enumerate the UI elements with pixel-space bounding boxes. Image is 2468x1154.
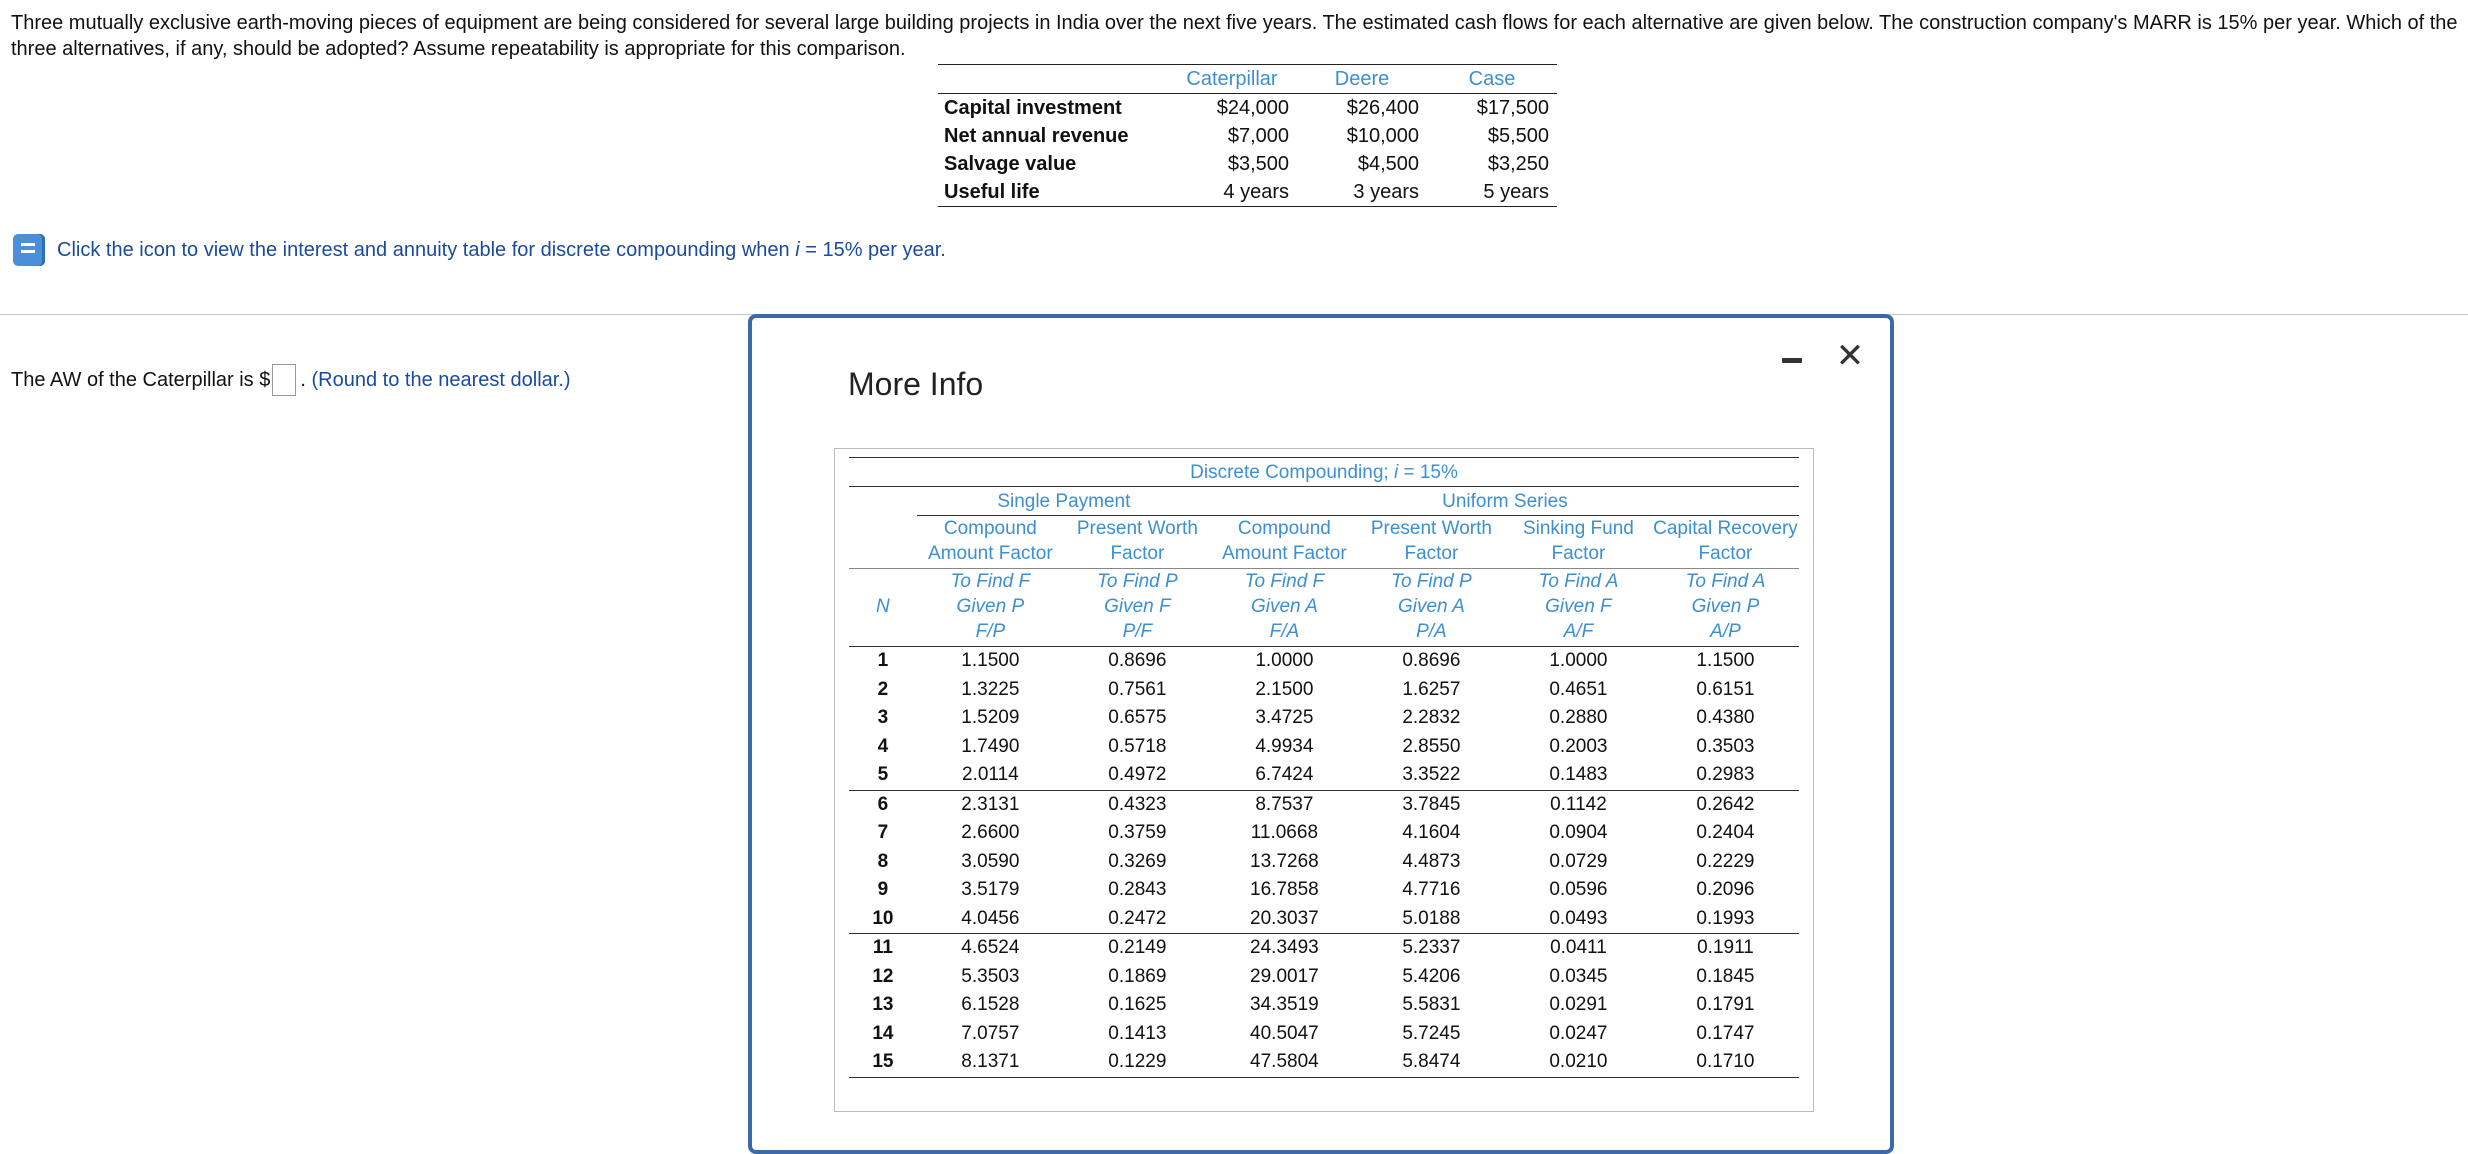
factor-cell: 5.5831	[1402, 994, 1461, 1016]
col-find	[1064, 569, 1211, 647]
dialog-title: More Info	[848, 366, 984, 402]
factor-cell: 47.5804	[1211, 1048, 1358, 1077]
row-n: 12	[872, 965, 894, 987]
factor-cell: 8.7537	[1255, 793, 1314, 815]
factor-cell: 1.0000	[1255, 650, 1314, 672]
factor-cell: 20.3037	[1211, 905, 1358, 934]
factor-cell: 0.1625	[1108, 994, 1167, 1016]
col-given-text: Given P	[956, 596, 1025, 617]
names-spacer	[849, 516, 917, 569]
factor-cell: 0.6575	[1108, 707, 1167, 729]
cashflow-row-label: Net annual revenue	[944, 124, 1129, 147]
factor-cell: 0.2983	[1652, 761, 1799, 790]
factor-cell: 0.3269	[1108, 850, 1167, 872]
factor-cell: 4.6524	[961, 937, 1020, 959]
factor-cell: 0.3503	[1696, 735, 1755, 757]
interest-table-title	[849, 458, 1799, 487]
factor-cell: 0.7561	[1108, 678, 1167, 700]
factor-cell: 34.3519	[1250, 994, 1319, 1016]
row-n: 13	[872, 994, 894, 1016]
col-abbr: P/F	[1122, 621, 1153, 642]
factor-cell: 4.9934	[1255, 735, 1314, 757]
factor-cell: 3.4725	[1255, 707, 1314, 729]
table-row	[849, 790, 1799, 819]
table-row	[849, 733, 1799, 762]
table-row	[849, 676, 1799, 705]
interest-table-body	[849, 647, 1799, 1078]
col-find	[917, 569, 1064, 647]
row-n: 1	[877, 650, 889, 672]
col-name: Present Worth Factor	[1064, 516, 1211, 569]
factor-cell: 0.2880	[1549, 707, 1608, 729]
factor-cell: 0.2149	[1108, 937, 1167, 959]
row-n: 14	[872, 1022, 894, 1044]
group-spacer	[849, 487, 917, 516]
col-find	[1211, 569, 1358, 647]
factor-cell: 0.0904	[1549, 822, 1608, 844]
row-n: 15	[849, 1048, 917, 1077]
row-n: 4	[877, 735, 889, 757]
factor-cell: 0.4651	[1549, 678, 1608, 700]
factor-cell: 0.0596	[1549, 879, 1608, 901]
factor-cell: 0.1845	[1696, 965, 1755, 987]
factor-cell: 1.3225	[961, 678, 1020, 700]
factor-cell: 3.0590	[961, 850, 1020, 872]
factor-cell: 3.7845	[1402, 793, 1461, 815]
factor-cell: 0.0729	[1549, 850, 1608, 872]
cashflow-header-deere: Deere	[1297, 65, 1427, 94]
factor-cell: 2.0114	[917, 761, 1064, 790]
cashflow-row	[938, 94, 1557, 123]
row-n: 11	[872, 937, 893, 959]
cashflow-corner	[938, 65, 1167, 94]
col-name: Compound Amount Factor	[1211, 516, 1358, 569]
row-n: 2	[877, 678, 889, 700]
factor-cell: 8.1371	[917, 1048, 1064, 1077]
factor-cell: 4.1604	[1402, 822, 1461, 844]
factor-cell: 5.3503	[961, 965, 1020, 987]
table-row	[849, 905, 1799, 934]
table-row	[849, 934, 1799, 963]
cashflow-cell: $26,400	[1346, 96, 1419, 119]
table-row	[849, 1048, 1799, 1077]
link-text-var: i	[795, 238, 800, 261]
factor-cell: 1.7490	[961, 735, 1020, 757]
factor-cell: 1.1500	[1696, 650, 1755, 672]
row-n: 6	[877, 793, 889, 815]
close-icon[interactable]: ✕	[1835, 337, 1865, 375]
row-n: 5	[849, 761, 917, 790]
factor-cell: 0.2096	[1696, 879, 1755, 901]
table-row	[849, 1020, 1799, 1049]
factor-cell: 3.3522	[1358, 761, 1505, 790]
table-row	[849, 761, 1799, 790]
factor-cell: 0.2642	[1696, 793, 1755, 815]
factor-cell: 40.5047	[1250, 1022, 1319, 1044]
factor-cell: 0.5718	[1108, 735, 1167, 757]
table-row	[849, 819, 1799, 848]
link-text-after: = 15% per year.	[799, 238, 946, 261]
link-text-before: Click the icon to view the interest and annuity table for discrete compounding when	[57, 238, 796, 261]
cashflow-row	[938, 150, 1557, 178]
col-find-text: To Find P	[1097, 571, 1178, 592]
interest-table	[849, 457, 1799, 1078]
factor-cell: 0.0210	[1505, 1048, 1652, 1077]
col-name: Capital Recovery Factor	[1652, 516, 1799, 569]
cashflow-cell: 4 years	[1167, 178, 1297, 207]
factor-cell: 7.0757	[961, 1022, 1020, 1044]
factor-cell: 2.8550	[1402, 735, 1461, 757]
table-row	[849, 991, 1799, 1020]
col-find-text: To Find P	[1391, 571, 1472, 592]
cashflow-cell: $7,000	[1227, 124, 1289, 147]
factor-cell: 1.5209	[961, 707, 1020, 729]
row-n: 7	[877, 822, 889, 844]
factor-cell: 0.2404	[1696, 822, 1755, 844]
cashflow-cell: $3,500	[1227, 152, 1289, 175]
col-given-text: Given P	[1691, 596, 1760, 617]
col-abbr: P/A	[1416, 621, 1447, 642]
col-given-text: Given F	[1545, 596, 1612, 617]
factor-cell: 0.1710	[1652, 1048, 1799, 1077]
question-text: Three mutually exclusive earth-moving pieces of equipment are being considered for several large building projects in India over the next five years. The estimated cash flows for each alternative are given below. The construction company's MARR is 15% per year. Which of the three alternatives, if any, should be adopted? Assume repeatability is appropriate for this comparison.	[11, 12, 2458, 60]
cashflow-cell: $24,000	[1216, 96, 1289, 119]
factor-cell: 16.7858	[1250, 879, 1319, 901]
cashflow-row	[938, 178, 1557, 207]
col-abbr: A/P	[1710, 621, 1741, 642]
col-find-text: To Find A	[1538, 571, 1619, 592]
col-abbr: A/F	[1563, 621, 1594, 642]
interest-table-frame	[834, 448, 1814, 1112]
cashflow-row	[938, 122, 1557, 150]
row-n: 3	[877, 707, 889, 729]
factor-cell: 0.0493	[1505, 905, 1652, 934]
col-name: Sinking Fund Factor	[1505, 516, 1652, 569]
interest-table-link-row	[13, 234, 946, 266]
col-given-text: Given F	[1104, 596, 1171, 617]
col-abbr: F/P	[975, 621, 1006, 642]
factor-cell: 4.4873	[1402, 850, 1461, 872]
col-name: Compound Amount Factor	[917, 516, 1064, 569]
interest-table-link-text	[57, 239, 946, 262]
book-icon[interactable]	[13, 234, 45, 266]
table-row	[849, 876, 1799, 905]
factor-cell: 0.0247	[1549, 1022, 1608, 1044]
factor-cell: 0.8696	[1402, 650, 1461, 672]
factor-cell: 5.0188	[1358, 905, 1505, 934]
col-find	[1505, 569, 1652, 647]
cashflow-cell: $5,500	[1487, 124, 1549, 147]
more-info-dialog	[748, 314, 1894, 1154]
factor-cell: 5.8474	[1358, 1048, 1505, 1077]
factor-cell: 0.1747	[1696, 1022, 1755, 1044]
answer-hint: (Round to the nearest dollar.)	[311, 368, 571, 391]
factor-cell: 0.2472	[1064, 905, 1211, 934]
row-n: 9	[877, 879, 889, 901]
factor-cell: 5.2337	[1402, 937, 1461, 959]
factor-cell: 0.2843	[1108, 879, 1167, 901]
factor-cell: 1.6257	[1402, 678, 1461, 700]
col-find-text: To Find A	[1685, 571, 1766, 592]
minimize-icon[interactable]	[1782, 358, 1802, 363]
col-given-text: Given A	[1250, 596, 1318, 617]
factor-cell: 0.1791	[1696, 994, 1755, 1016]
factor-cell: 0.1413	[1108, 1022, 1167, 1044]
table-row	[849, 704, 1799, 733]
col-find	[1358, 569, 1505, 647]
col-abbr: F/A	[1269, 621, 1300, 642]
cashflow-row-label: Capital investment	[944, 96, 1122, 119]
factor-cell: 0.1483	[1505, 761, 1652, 790]
factor-cell: 6.1528	[961, 994, 1020, 1016]
factor-cell: 0.1229	[1064, 1048, 1211, 1077]
factor-cell: 13.7268	[1250, 850, 1319, 872]
col-find-text: To Find F	[950, 571, 1031, 592]
cashflow-cell: 5 years	[1427, 178, 1557, 207]
cashflow-header-case: Case	[1427, 65, 1557, 94]
factor-cell: 0.2229	[1696, 850, 1755, 872]
factor-cell: 5.4206	[1402, 965, 1461, 987]
row-n: 10	[849, 905, 917, 934]
row-n: 8	[877, 850, 889, 872]
factor-cell: 0.4380	[1696, 707, 1755, 729]
col-find	[1652, 569, 1799, 647]
factor-cell: 0.1142	[1550, 793, 1607, 815]
factor-cell: 5.7245	[1402, 1022, 1461, 1044]
factor-cell: 11.0668	[1250, 822, 1319, 844]
col-name: Present Worth Factor	[1358, 516, 1505, 569]
factor-cell: 1.0000	[1549, 650, 1608, 672]
factor-cell: 2.2832	[1402, 707, 1461, 729]
cashflow-cell: $17,500	[1476, 96, 1549, 119]
factor-cell: 0.0411	[1550, 937, 1607, 959]
cashflow-table	[938, 64, 1557, 207]
cashflow-header-caterpillar: Caterpillar	[1167, 65, 1297, 94]
title-var: i	[1393, 461, 1399, 483]
factor-cell: 0.4323	[1108, 793, 1167, 815]
group-single-payment: Single Payment	[917, 487, 1211, 516]
col-find-text: To Find F	[1244, 571, 1325, 592]
table-row	[849, 647, 1799, 676]
cashflow-cell: $3,250	[1487, 152, 1549, 175]
title-suffix: = 15%	[1398, 461, 1458, 483]
cashflow-row-label: Useful life	[938, 178, 1167, 207]
factor-cell: 4.7716	[1402, 879, 1461, 901]
factor-cell: 0.3759	[1108, 822, 1167, 844]
factor-cell: 0.1993	[1652, 905, 1799, 934]
table-row	[849, 848, 1799, 877]
cashflow-cell: $4,500	[1357, 152, 1419, 175]
factor-cell: 4.0456	[917, 905, 1064, 934]
cashflow-cell: 3 years	[1297, 178, 1427, 207]
table-row	[849, 963, 1799, 992]
factor-cell: 0.8696	[1108, 650, 1167, 672]
factor-cell: 2.6600	[961, 822, 1020, 844]
factor-cell: 6.7424	[1211, 761, 1358, 790]
answer-row: The AW of the Caterpillar is $ . (Round to the nearest dollar.)	[11, 364, 571, 396]
factor-cell: 2.1500	[1255, 678, 1314, 700]
aw-answer-input[interactable]	[272, 364, 296, 396]
factor-cell: 24.3493	[1250, 937, 1319, 959]
factor-cell: 3.5179	[961, 879, 1020, 901]
factor-cell: 0.4972	[1064, 761, 1211, 790]
factor-cell: 0.1869	[1108, 965, 1167, 987]
factor-cell: 0.0291	[1549, 994, 1608, 1016]
factor-cell: 0.6151	[1696, 678, 1755, 700]
title-prefix: Discrete Compounding;	[1190, 461, 1394, 483]
answer-prefix: The AW of the Caterpillar is $	[11, 368, 271, 391]
factor-cell: 0.1911	[1697, 937, 1754, 959]
factor-cell: 1.1500	[961, 650, 1020, 672]
factor-cell: 2.3131	[961, 793, 1020, 815]
factor-cell: 0.2003	[1549, 735, 1608, 757]
cashflow-row-label: Salvage value	[944, 152, 1077, 175]
group-uniform-series: Uniform Series	[1211, 487, 1799, 516]
factor-cell: 29.0017	[1250, 965, 1319, 987]
factor-cell: 0.0345	[1549, 965, 1608, 987]
cashflow-cell: $10,000	[1346, 124, 1419, 147]
col-given-text: Given A	[1397, 596, 1465, 617]
col-n: N	[849, 569, 917, 647]
